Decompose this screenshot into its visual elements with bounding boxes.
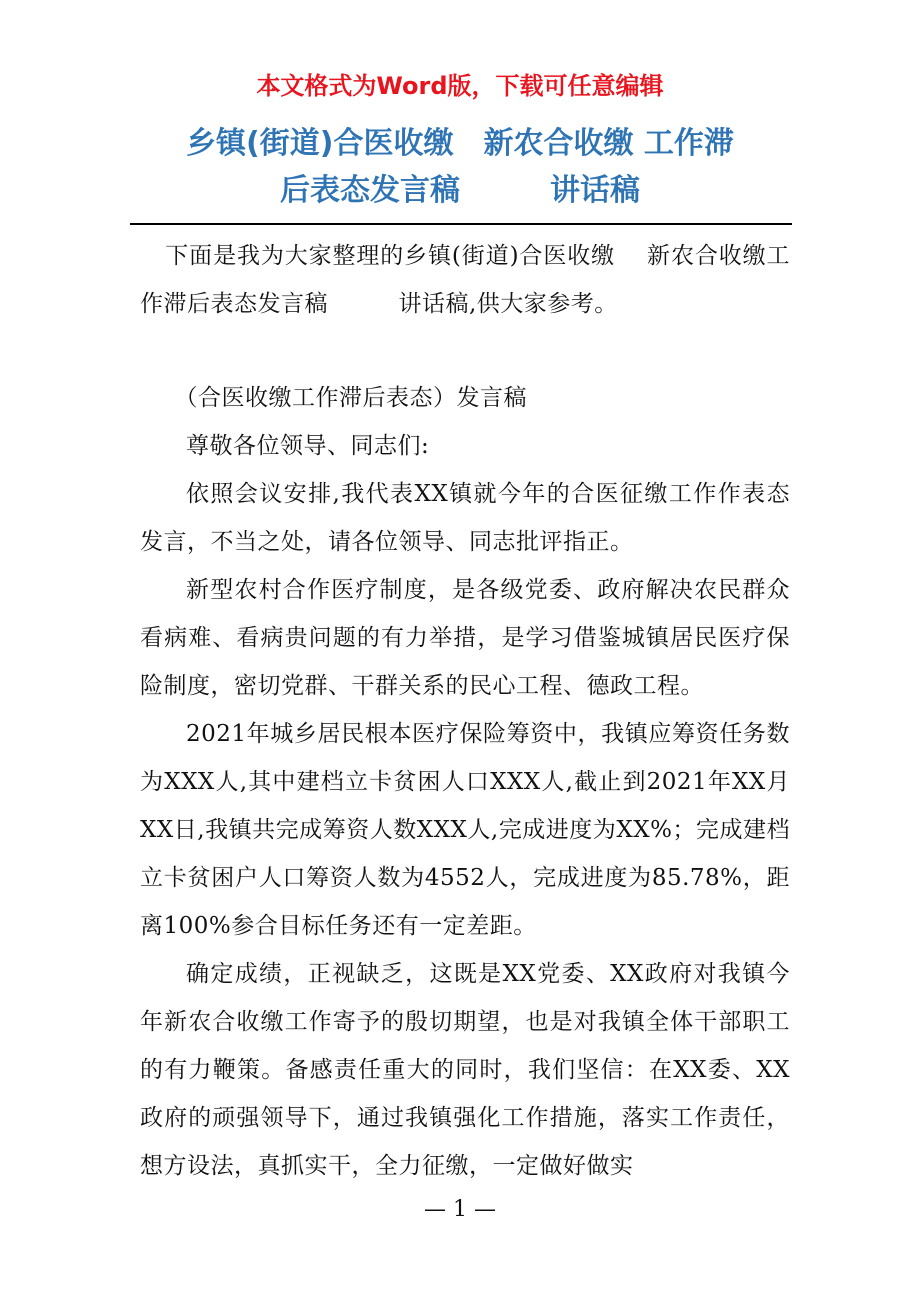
body-paragraph-4: 确定成绩，正视缺乏，这既是XX党委、XX政府对我镇今年新农合收缴工作寄予的殷切期望，也是对我镇全体干部职工的有力鞭策。备感责任重大的同时，我们坚信：在XX委、XX政府的顽强领导下，通过我镇强化工作措施，落实工作责任，想方设法，真抓实干，全力征缴，一定做好做实 [140, 961, 790, 1179]
speech-heading: （合医收缴工作滞后表态）发言稿 [174, 385, 527, 411]
body-paragraph-3: 2021年城乡居民根本医疗保险筹资中，我镇应筹资任务数为XXX人,其中建档立卡贫困人口XXX人,截止到2021年XX月XX日,我镇共完成筹资人数XXX人,完成进度为XX%；完成建档立卡贫困户人口筹资人数为4552人，完成进度为85.78%，距离100%参合目标任务还有一定差距。 [140, 721, 790, 939]
salutation: 尊敬各位领导、同志们: [186, 433, 430, 459]
intro-paragraph: 下面是我为大家整理的乡镇(街道)合医收缴 新农合收缴工作滞后表态发言稿 讲话稿,供大家参考。 [140, 243, 790, 317]
title-divider [130, 223, 792, 225]
document-title [120, 120, 800, 214]
body-paragraph-2: 新型农村合作医疗制度，是各级党委、政府解决农民群众看病难、看病贵问题的有力举措，是学习借鉴城镇居民医疗保险制度，密切党群、干群关系的民心工程、德政工程。 [140, 577, 790, 699]
title-line-1: 乡镇(街道)合医收缴 新农合收缴 工作滞 [186, 126, 734, 161]
document-body [140, 232, 790, 1190]
download-notice: 本文格式为Word版，下载可任意编辑 [256, 72, 664, 100]
body-paragraph-1: 依照会议安排,我代表XX镇就今年的合医征缴工作作表态发言，不当之处，请各位领导、同志批评指正。 [140, 481, 790, 555]
page-number: — 1 — [424, 1197, 496, 1222]
title-line-2: 后表态发言稿 讲话稿 [280, 173, 640, 208]
paragraph-spacer [140, 328, 790, 374]
